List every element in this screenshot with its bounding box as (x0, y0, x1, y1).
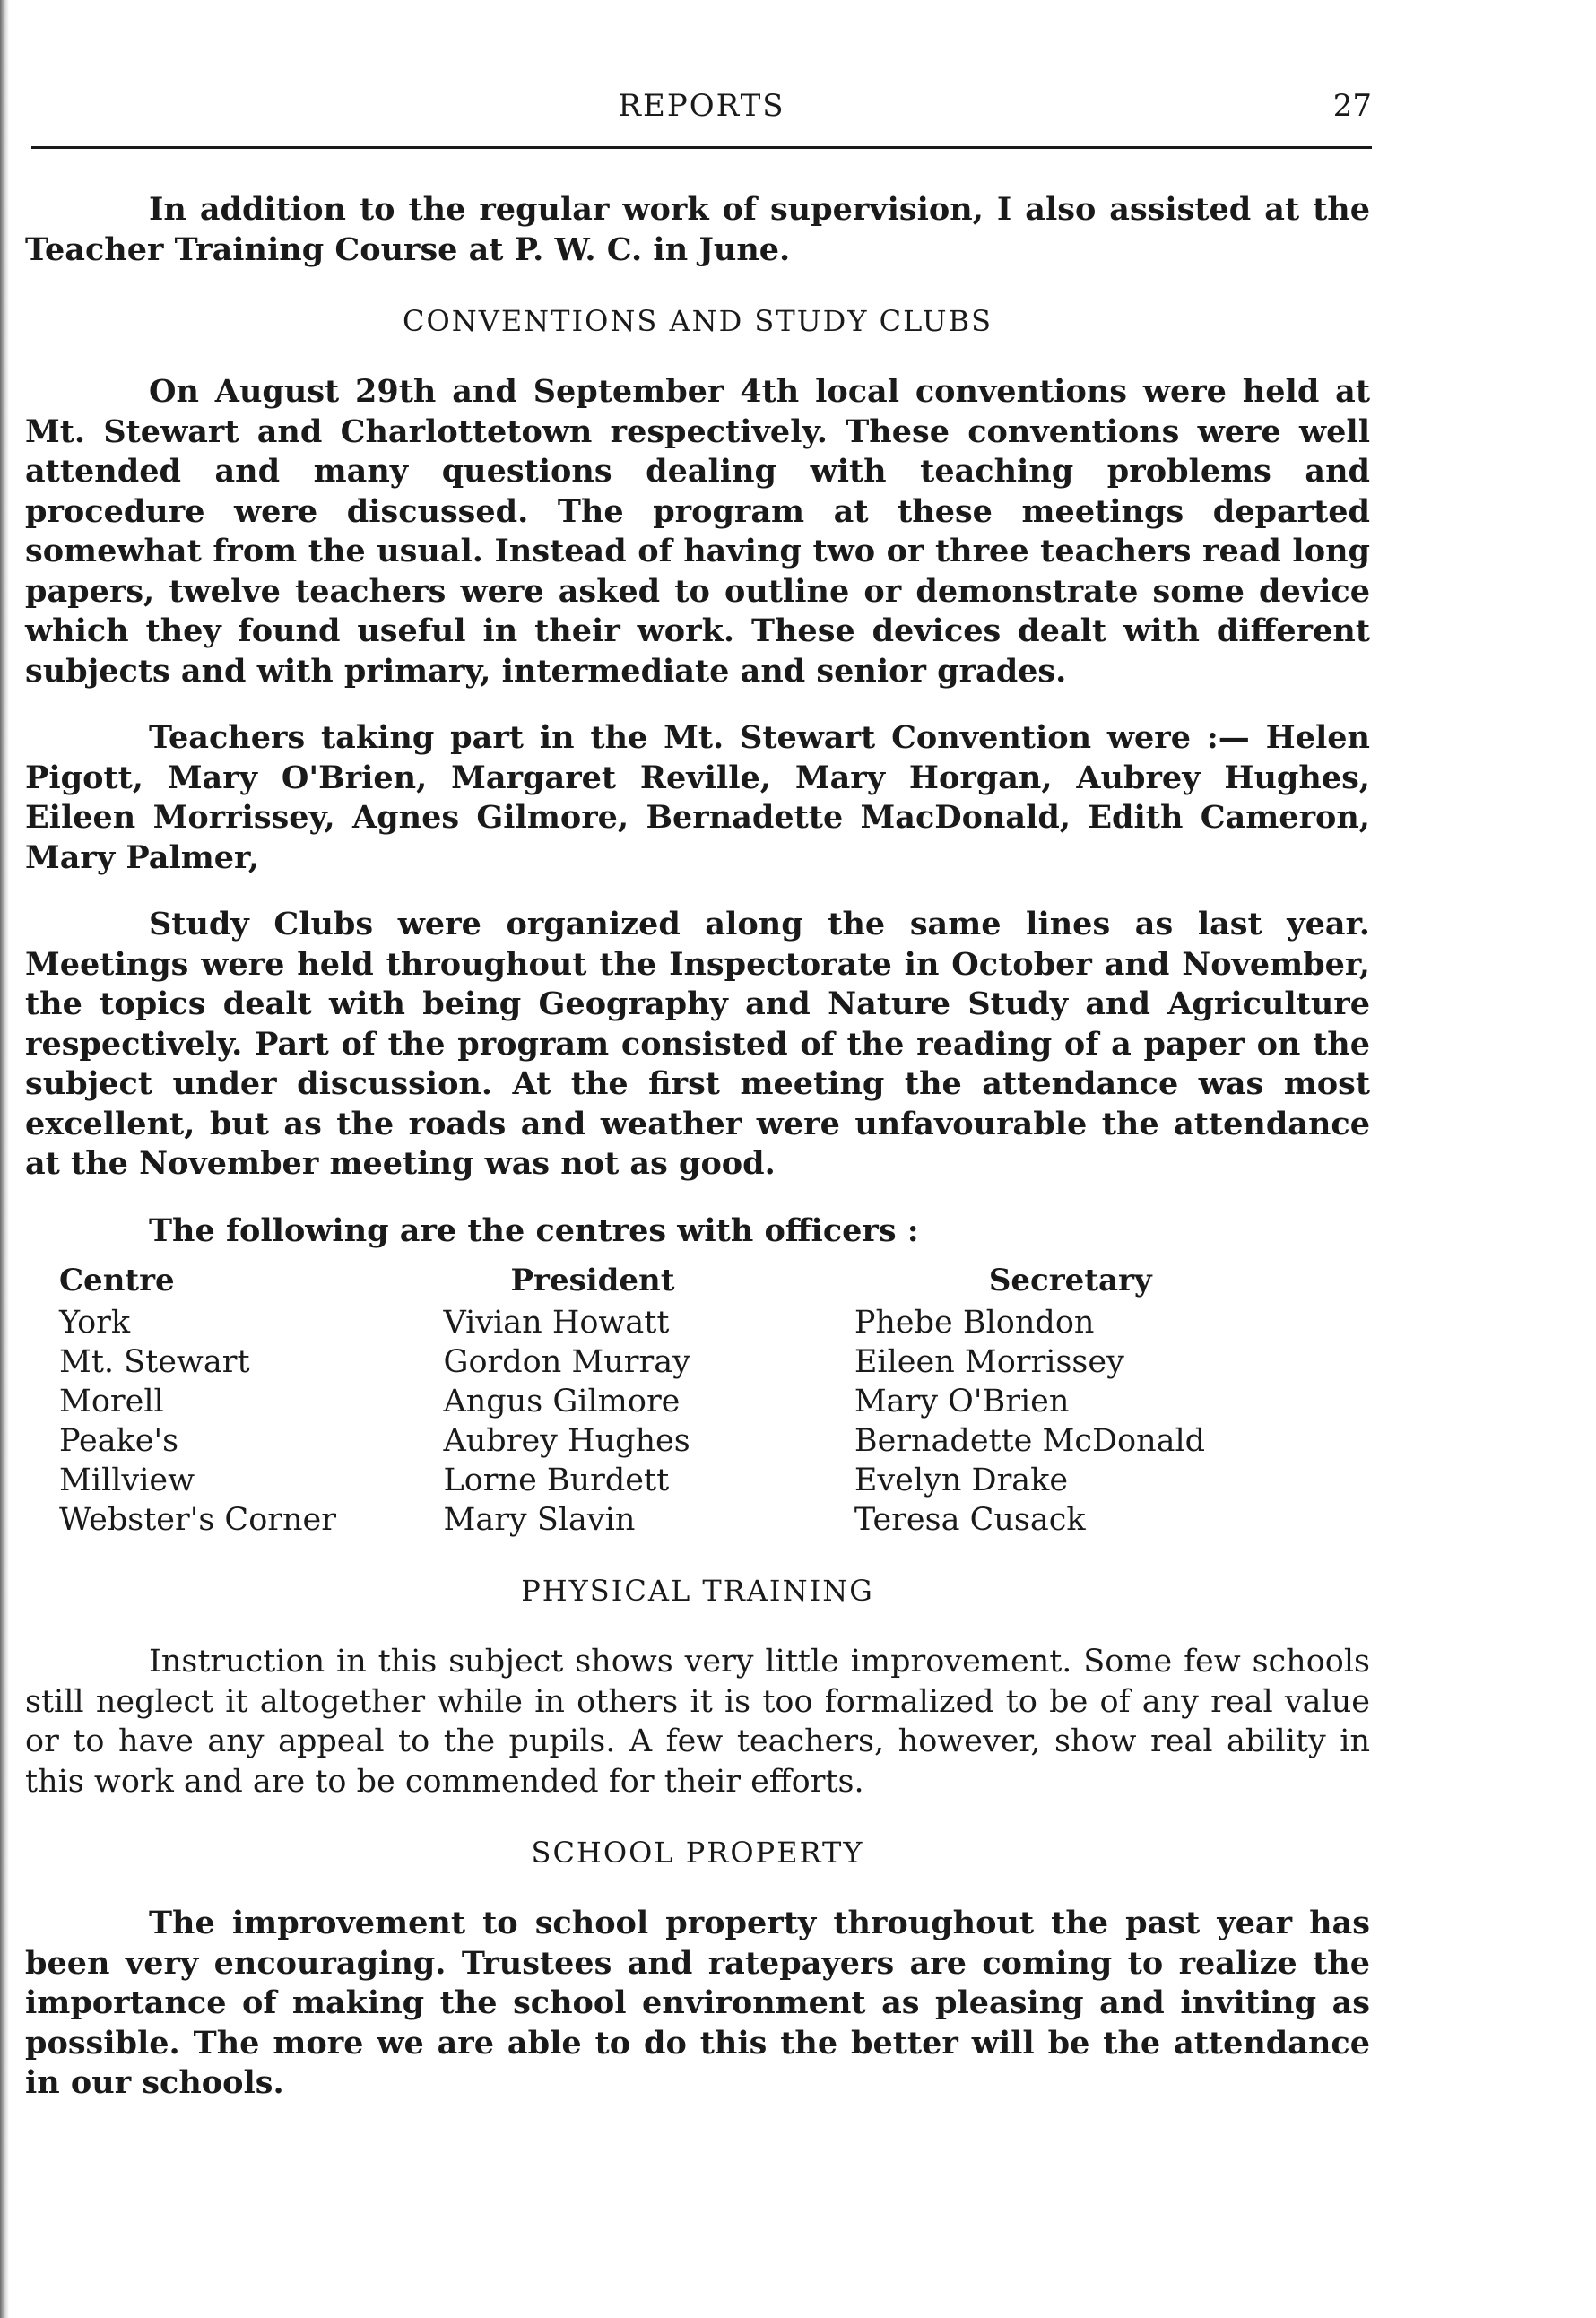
cell-president: Mary Slavin (443, 1502, 636, 1538)
cell-centre: Mt. Stewart (59, 1344, 250, 1380)
cell-centre: Morell (59, 1384, 164, 1419)
page-binding-edge (0, 0, 9, 2318)
table-row (59, 1303, 1370, 1342)
cell-secretary: Mary O'Brien (854, 1384, 1070, 1419)
header-president: President (510, 1263, 675, 1298)
cell-president: Aubrey Hughes (443, 1423, 690, 1459)
table-row (59, 1500, 1370, 1540)
header-rule (31, 146, 1372, 149)
paragraph-physical-training: Instruction in this subject shows very little improvement. Some few schools still neglect it altogether while in others it is too formalized to be of any real value or to have any appeal to the pupils. A few teachers, however, show real ability in this work and are to be commended for their efforts. (25, 1644, 1370, 1800)
paragraph-conventions: On August 29th and September 4th local conventions were held at Mt. Stewart and Charlottetown respectively. These conventions were well attended and many questions dealing with teaching problems and procedure were discussed. The program at these meetings departed somewhat from the usual. Instead of having two or three teachers read long papers, twelve teachers were asked to outline or demonstrate some device which they found useful in their work. These devices dealt with different subjects and with primary, intermediate and senior grades. (25, 373, 1370, 690)
heading-school-property: SCHOOL PROPERTY (531, 1836, 864, 1870)
cell-secretary: Eileen Morrissey (854, 1344, 1124, 1380)
paragraph-study-clubs: Study Clubs were organized along the same lines as last year. Meetings were held throughout the Inspectorate in October and November, the topics dealt with being Geography and Nature Study and Agriculture respectively. Part of the program consisted of the reading of a paper on the subject under discussion. At the first meeting the attendance was most excellent, but as the roads and weather were unfavourable the attendance at the November meeting was not as good. (25, 906, 1370, 1182)
paragraph-convention-teachers: Teachers taking part in the Mt. Stewart Convention were :— Helen Pigott, Mary O'Brien, Margaret Reville, Mary Horgan, Aubrey Hughes, Eileen Morrissey, Agnes Gilmore, Bernadette MacDonald, Edith Cameron, Mary Palmer, (25, 719, 1370, 876)
cell-centre: York (59, 1305, 131, 1341)
cell-centre: Peake's (59, 1423, 179, 1459)
running-header (31, 88, 1372, 142)
cell-president: Vivian Howatt (443, 1305, 670, 1341)
cell-secretary: Phebe Blondon (854, 1305, 1095, 1341)
paragraph-gap (25, 691, 1370, 718)
cell-secretary: Evelyn Drake (854, 1463, 1069, 1498)
table-row (59, 1382, 1370, 1421)
cell-secretary: Teresa Cusack (854, 1502, 1086, 1538)
table-row (59, 1461, 1370, 1500)
cell-centre: Millview (59, 1463, 195, 1498)
page-number: 27 (1332, 88, 1372, 124)
paragraph-gap (25, 1185, 1370, 1211)
officers-table-header-row (59, 1260, 1370, 1303)
paragraph-teacher-training: In addition to the regular work of supervision, I also assisted at the Teacher Training Course at P. W. C. in June. (25, 191, 1370, 268)
cell-president: Lorne Burdett (443, 1463, 670, 1498)
report-body (25, 190, 1370, 2104)
heading-physical-training: PHYSICAL TRAINING (521, 1574, 874, 1608)
heading-conventions: CONVENTIONS AND STUDY CLUBS (402, 304, 993, 338)
table-row (59, 1342, 1370, 1382)
paragraph-centres-intro: The following are the centres with officers : (149, 1211, 919, 1249)
cell-centre: Webster's Corner (59, 1502, 336, 1538)
header-secretary: Secretary (988, 1263, 1152, 1298)
cell-secretary: Bernadette McDonald (854, 1423, 1206, 1459)
paragraph-school-property: The improvement to school property throughout the past year has been very encouraging. Trustees and ratepayers are coming to realize the importance of making the school environment as pleasing and inviting as possible. The more we are able to do this the better will be the attendance in our schools. (25, 1905, 1370, 2101)
table-row (59, 1421, 1370, 1461)
cell-president: Gordon Murray (443, 1344, 690, 1380)
header-centre: Centre (59, 1263, 175, 1298)
paragraph-gap (25, 878, 1370, 905)
officers-table (59, 1260, 1370, 1540)
cell-president: Angus Gilmore (443, 1384, 681, 1419)
running-title: REPORTS (618, 88, 785, 124)
